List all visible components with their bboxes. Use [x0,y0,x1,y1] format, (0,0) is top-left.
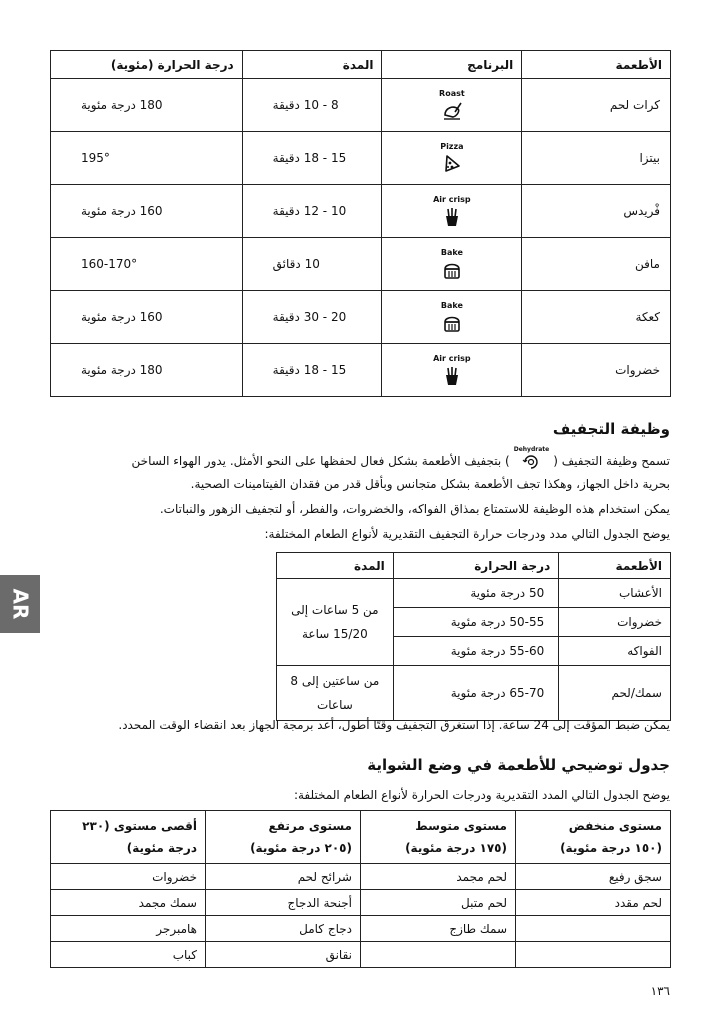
program-label: Pizza [440,142,464,151]
table-row [51,916,671,942]
cell: لحم مقدد [516,890,671,916]
header-line: أقصى مستوى (٢٣٠ [82,819,197,833]
header-line: درجة مئوية) [126,841,197,855]
table-row [51,185,671,238]
cell-temperature: 50-55 درجة مئوية [393,608,559,637]
header-line: مستوى منخفض [568,819,662,833]
header-line: مستوى مرتفع [268,819,352,833]
fries-icon [441,207,463,227]
header-max-level [51,811,206,864]
grill-heading: جدول توضيحي للأطعمة في وضع الشواية [367,756,670,774]
duration-line: 15/20 ساعة [302,627,368,641]
header-program: البرنامج [382,51,522,79]
cell [516,916,671,942]
header-duration: المدة [242,51,382,79]
cell-duration [277,579,394,666]
program-label: Bake [440,248,463,257]
header-low-level [516,811,671,864]
duration-line: من 5 ساعات إلى [291,603,379,617]
cell: أجنحة الدجاج [206,890,361,916]
cell-food: الأعشاب [559,579,671,608]
muffin-icon [441,313,463,333]
roast-icon [441,101,463,121]
cell: سجق رفيع [516,864,671,890]
dehydrate-line-1-end: ) بتجفيف الأطعمة بشكل فعال لحفظها على النحو الأمثل. يدور الهواء الساخن [131,454,510,468]
dehydrate-line-4: يوضح الجدول التالي مدد ودرجات حرارة التجفيف التقديرية لأنواع الطعام المختلفة: [264,527,670,541]
table-row [51,890,671,916]
cell-food: كرات لحم [522,79,671,132]
cell: نقانق [206,942,361,968]
header-temperature: درجة الحرارة [393,553,559,579]
header-food: الأطعمة [559,553,671,579]
cell-food: خضروات [559,608,671,637]
table-row [277,579,671,608]
header-line: مستوى متوسط [415,819,507,833]
table-row [51,344,671,397]
dehydrate-inline [514,446,549,469]
cell: هامبرجر [51,916,206,942]
cell-food: بيتزا [522,132,671,185]
cell-duration: 10 - 12 دقيقة [242,185,382,238]
table-row [51,132,671,185]
pizza-icon [441,154,463,174]
header-line: (٢٠٥ درجة مئوية) [250,841,352,855]
cell-duration: 10 دقائق [242,238,382,291]
dehydrate-heading: وظيفة التجفيف [552,420,670,438]
cell-duration: 15 - 18 دقيقة [242,132,382,185]
dehydrate-line-2: بحرية داخل الجهاز، وهكذا تجف الأطعمة بشكل متجانس وبأقل قدر من فقدان الفيتامينات الصحية. [190,477,670,491]
cell-temperature: 160 درجة مئوية [51,185,243,238]
cell-temperature: 195° [51,132,243,185]
cell-program [382,185,522,238]
cell: سمك مجمد [51,890,206,916]
cell-food: مافن [522,238,671,291]
table-header-row [51,811,671,864]
page-number: ١٣٦ [650,984,670,998]
table-row [51,79,671,132]
cooking-programs-table [50,50,671,397]
cell-food: كعكة [522,291,671,344]
cell-temperature: 55-60 درجة مئوية [393,637,559,666]
cell-program [382,291,522,344]
cell-program [382,344,522,397]
table-row [51,238,671,291]
muffin-icon [441,260,463,280]
dehydrate-table [276,552,671,721]
program-label: Air crisp [433,195,471,204]
cell-food: الفواكه [559,637,671,666]
header-high-level [206,811,361,864]
cell-program [382,79,522,132]
cell-duration [277,666,394,721]
cell-temperature: 50 درجة مئوية [393,579,559,608]
header-temperature: درجة الحرارة (مئوية) [51,51,243,79]
program-label: Roast [439,89,465,98]
header-medium-level [361,811,516,864]
header-line: (١٧٥ درجة مئوية) [405,841,507,855]
cell [516,942,671,968]
dehydrate-line-1-start: تسمح وظيفة التجفيف ( [553,454,670,468]
fries-icon [441,366,463,386]
header-food: الأطعمة [522,51,671,79]
timer-note: يمكن ضبط المؤقت إلى 24 ساعة. إذا استغرق التجفيف وقتًا أطول، أعد برمجة الجهاز بعد انقضاء الوقت المحدد. [118,718,670,732]
dehydrate-icon [522,453,540,469]
dehydrate-line-1 [131,446,670,473]
cell-duration: 20 - 30 دقيقة [242,291,382,344]
grill-table [50,810,671,968]
program-label: Air crisp [433,354,471,363]
table-row [51,942,671,968]
table-header-row [51,51,671,79]
cell-food: خضروات [522,344,671,397]
cell: كباب [51,942,206,968]
grill-intro: يوضح الجدول التالي المدد التقديرية ودرجات الحرارة لأنواع الطعام المختلفة: [293,788,670,802]
cell-program [382,238,522,291]
cell: سمك طازج [361,916,516,942]
language-tab [0,575,40,633]
cell-temperature: 160-170° [51,238,243,291]
cell-duration: 15 - 18 دقيقة [242,344,382,397]
header-line: (١٥٠ درجة مئوية) [560,841,662,855]
cell: دجاج كامل [206,916,361,942]
cell [361,942,516,968]
header-duration: المدة [277,553,394,579]
duration-line: من ساعتين إلى 8 [290,674,380,688]
cell: لحم مجمد [361,864,516,890]
table-row [51,291,671,344]
cell-program [382,132,522,185]
dehydrate-icon-label: Dehydrate [513,446,550,453]
table-row [277,666,671,721]
cell: لحم متبل [361,890,516,916]
dehydrate-line-3: يمكن استخدام هذه الوظيفة للاستمتاع بمذاق الفواكه، والخضروات، والفطر، أو لتجفيف الزهور والنباتات. [159,502,670,516]
language-tab-label: AR [7,588,32,620]
program-label: Bake [440,301,463,310]
cell-duration: 8 - 10 دقيقة [242,79,382,132]
table-header-row [277,553,671,579]
table-row [51,864,671,890]
cell-temperature: 180 درجة مئوية [51,79,243,132]
cell-temperature: 160 درجة مئوية [51,291,243,344]
cell-food: سمك/لحم [559,666,671,721]
duration-line: ساعات [316,698,353,712]
cell-food: فْريدس [522,185,671,238]
cell: شرائح لحم [206,864,361,890]
cell: خضروات [51,864,206,890]
cell-temperature: 180 درجة مئوية [51,344,243,397]
cell-temperature: 65-70 درجة مئوية [393,666,559,721]
